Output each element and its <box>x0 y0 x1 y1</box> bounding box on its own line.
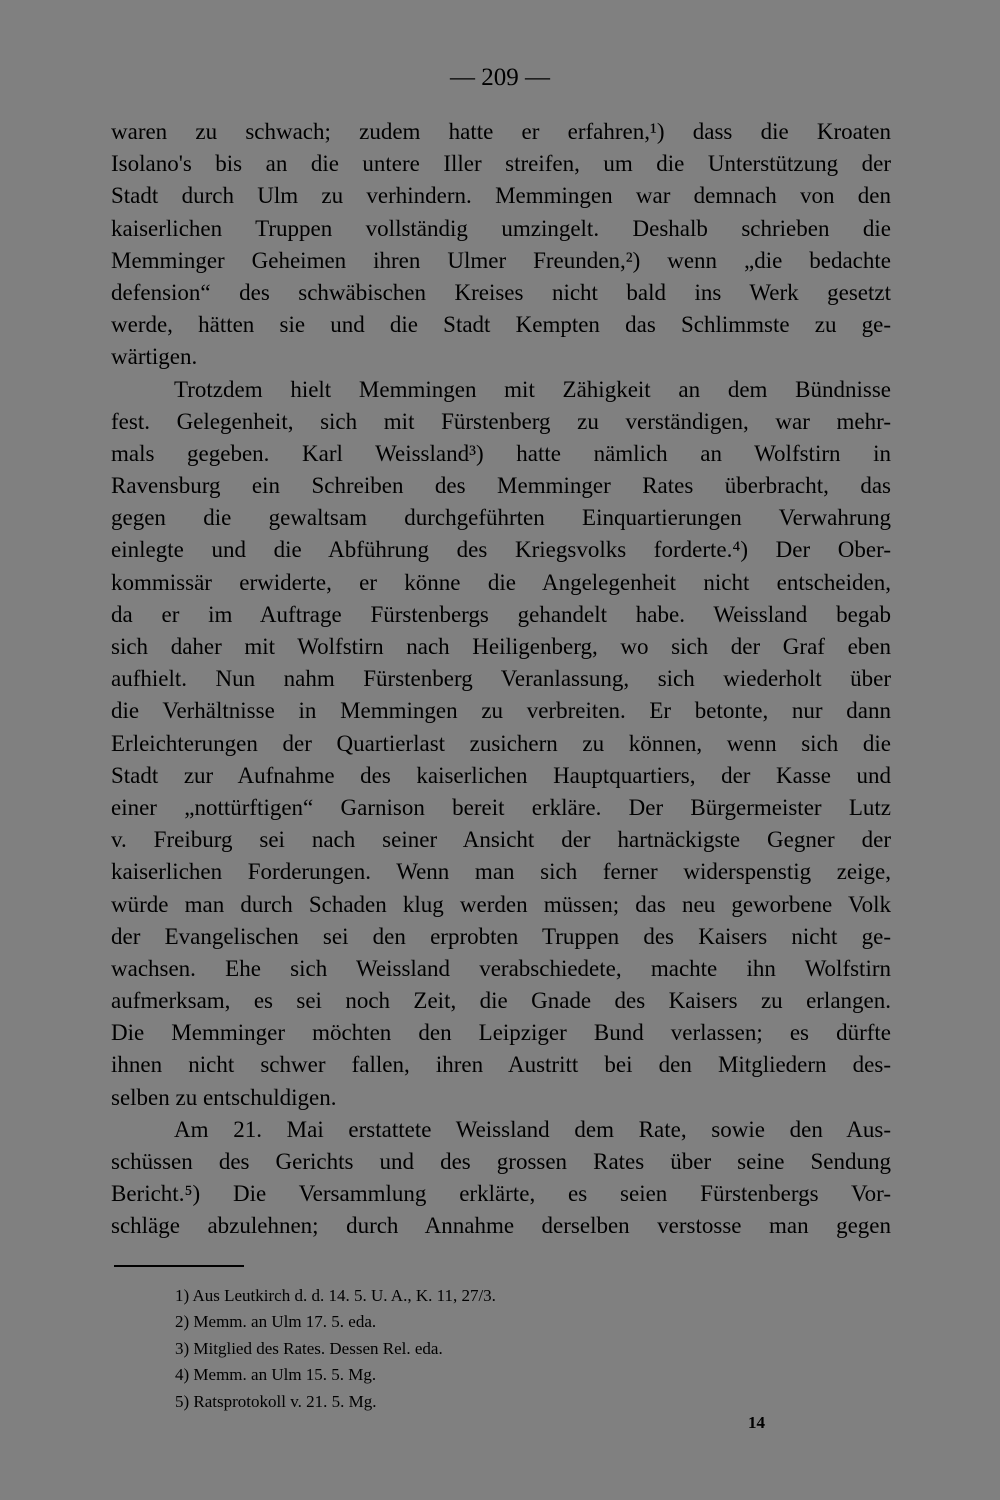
footnote-divider <box>114 1265 244 1268</box>
text-line: kommissär erwiderte, er könne die Angelegenheit nicht entscheiden, <box>111 569 891 595</box>
text-line: wachsen. Ehe sich Weissland verabschiedete, machte ihn Wolfstirn <box>111 955 891 981</box>
text-line: fest. Gelegenheit, sich mit Fürstenberg zu verständigen, war mehr- <box>111 408 891 434</box>
text-line: defension“ des schwäbischen Kreises nicht bald ins Werk gesetzt <box>111 279 891 305</box>
text-line: würde man durch Schaden klug werden müssen; das neu geworbene Volk <box>111 891 891 917</box>
footnote: 2) Memm. an Ulm 17. 5. eda. <box>175 1312 377 1332</box>
footnotes <box>175 1283 775 1415</box>
text-line: Die Memminger möchten den Leipziger Bund verlassen; es dürfte <box>111 1020 891 1046</box>
text-line: kaiserlichen Truppen vollständig umzingelt. Deshalb schrieben die <box>111 215 891 241</box>
text-line: die Verhältnisse in Memmingen zu verbreiten. Er betonte, nur dann <box>111 698 891 724</box>
text-line: ihnen nicht schwer fallen, ihren Austritt bei den Mitgliedern des- <box>111 1052 891 1078</box>
body-text <box>111 116 891 1243</box>
text-line: Memminger Geheimen ihren Ulmer Freunden,²) wenn „die bedachte <box>111 247 891 273</box>
text-line: Erleichterungen der Quartierlast zusichern zu können, wenn sich die <box>111 730 891 756</box>
footnote: 1) Aus Leutkirch d. d. 14. 5. U. A., K. 11, 27/3. <box>175 1286 496 1305</box>
text-line: schüssen des Gerichts und des grossen Rates über seine Sendung <box>111 1149 891 1174</box>
text-line: Stadt durch Ulm zu verhindern. Memmingen war demnach von den <box>111 183 891 209</box>
footnote: 5) Ratsprotokoll v. 21. 5. Mg. <box>175 1391 377 1411</box>
text-line: einer „nottürftigen“ Garnison bereit erkläre. Der Bürgermeister Lutz <box>111 794 891 820</box>
text-line: aufmerksam, es sei noch Zeit, die Gnade des Kaisers zu erlangen. <box>111 988 891 1014</box>
text-line: mals gegeben. Karl Weissland³) hatte nämlich an Wolfstirn in <box>111 440 891 466</box>
text-line: Isolano's bis an die untere Iller streifen, um die Unterstützung der <box>111 151 891 177</box>
footnote: 4) Memm. an Ulm 15. 5. Mg. <box>175 1365 377 1385</box>
text-line: Am 21. Mai erstattete Weissland dem Rate, sowie den Aus- <box>174 1116 891 1142</box>
text-line: selben zu entschuldigen. <box>111 1084 337 1110</box>
page-number: — 209 — <box>450 64 550 91</box>
text-line: werde, hätten sie und die Stadt Kempten das Schlimmste zu ge- <box>111 312 891 338</box>
text-line: da er im Auftrage Fürstenbergs gehandelt habe. Weissland begab <box>111 601 891 627</box>
text-line: der Evangelischen sei den erprobten Truppen des Kaisers nicht ge- <box>111 923 891 949</box>
text-line: Bericht.⁵) Die Versammlung erklärte, es seien Fürstenbergs Vor- <box>111 1181 891 1207</box>
text-line: Trotzdem hielt Memmingen mit Zähigkeit an dem Bündnisse <box>174 376 891 402</box>
text-line: Stadt zur Aufnahme des kaiserlichen Hauptquartiers, der Kasse und <box>111 762 891 788</box>
text-line: einlegte und die Abführung des Kriegsvolks forderte.⁴) Der Ober- <box>111 537 891 563</box>
text-line: v. Freiburg sei nach seiner Ansicht der hartnäckigste Gegner der <box>111 827 891 853</box>
text-line: waren zu schwach; zudem hatte er erfahren,¹) dass die Kroaten <box>111 119 891 144</box>
text-line: wärtigen. <box>111 344 198 370</box>
text-line: sich daher mit Wolfstirn nach Heiligenberg, wo sich der Graf eben <box>111 634 891 659</box>
sheet-signature-number: 14 <box>748 1413 765 1432</box>
footnote: 3) Mitglied des Rates. Dessen Rel. eda. <box>175 1338 443 1358</box>
text-line: schläge abzulehnen; durch Annahme derselben verstosse man gegen <box>111 1213 891 1239</box>
text-line: kaiserlichen Forderungen. Wenn man sich ferner widerspenstig zeige, <box>111 859 891 885</box>
text-line: gegen die gewaltsam durchgeführten Einquartierungen Verwahrung <box>111 505 891 531</box>
text-line: Ravensburg ein Schreiben des Memminger Rates überbracht, das <box>111 473 891 499</box>
text-line: aufhielt. Nun nahm Fürstenberg Veranlassung, sich wiederholt über <box>111 666 891 692</box>
